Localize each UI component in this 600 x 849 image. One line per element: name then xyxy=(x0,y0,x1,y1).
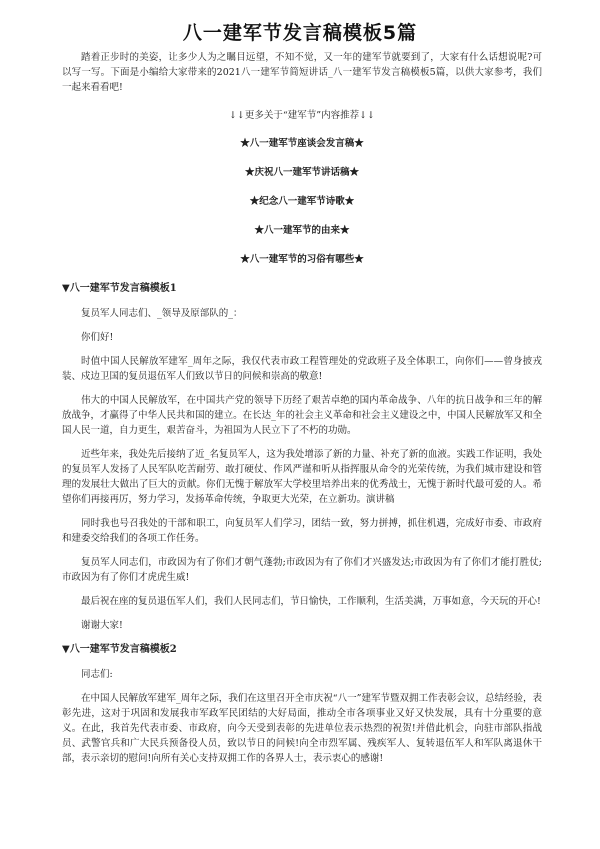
document-body xyxy=(62,50,542,775)
section-paragraph: 复员军人同志们、_领导及原部队的_： xyxy=(81,308,243,319)
recommended-link[interactable]: ★八一建军节的由来★ xyxy=(254,225,350,236)
intro-paragraph: 踏着正步时的美姿，让多少人为之瞩目远望，不知不觉，又一年的建军节就要到了，大家有什么话想说呢?可以写一写。下面是小编给大家带来的2021八一建军节简短讲话_八一建军节发言稿模板5篇，以供大家参考，我们一起来看看吧! xyxy=(62,52,542,93)
recommended-link[interactable]: ★纪念八一建军节诗歌★ xyxy=(249,196,355,207)
section-paragraph: 在中国人民解放军建军_周年之际，我们在这里召开全市庆祝“八一”建军节暨双拥工作表彰会议，总结经验，表彰先进，这对于巩固和发展我市军政军民团结的大好局面，推动全市各项事业又好又快发展，具有十分重要的意义。在此，我首先代表市委、市政府，向今天受到表彰的先进单位表示热烈的祝贺!并借此机会，向驻市部队指战员、武警官兵和广大民兵预备役人员，致以节日的问候!向全市烈军属、残疾军人、复转退伍军人和军队离退休干部，表示亲切的慰问!向所有关心支持双拥工作的各界人士，表示衷心的感谢! xyxy=(62,693,542,764)
more-recommendations-link[interactable]: ↓↓更多关于“建军节”内容推荐↓↓ xyxy=(228,110,376,121)
recommended-link[interactable]: ★八一建军节的习俗有哪些★ xyxy=(240,254,364,265)
recommended-link[interactable]: ★八一建军节座谈会发言稿★ xyxy=(240,138,364,149)
section-paragraph: 复员军人同志们，市政因为有了你们才朝气蓬勃;市政因为有了你们才兴盛发达;市政因为有了你们才能打胜仗;市政因为有了你们才虎虎生威! xyxy=(62,557,542,583)
section-paragraph: 最后祝在座的复员退伍军人们，我们人民同志们，节日愉快，工作顺利，生活美满，万事如意，今天玩的开心! xyxy=(81,596,541,607)
recommended-link[interactable]: ★庆祝八一建军节讲话稿★ xyxy=(244,167,359,178)
section-heading: ▼八一建军节发言稿模板1 xyxy=(62,283,177,294)
section-paragraph: 近些年来，我处先后接纳了近_名复员军人，这为我处增添了新的力量、补充了新的血液。实践工作证明，我处的复员军人发扬了人民军队吃苦耐劳、敢打硬仗、作风严谨和听从指挥服从命令的光荣传统，为我们城市建设和管理的发展壮大做出了巨大的贡献。你们无愧于解放军大学校里培养出来的优秀战士，无愧于新时代最可爱的人。希望你们再接再厉，努力学习，发扬革命传统，争取更大光荣，在立新功。演讲稿 xyxy=(62,449,542,505)
document-title: 八一建军节发言稿模板5篇 xyxy=(182,22,418,44)
section-paragraph: 伟大的中国人民解放军，在中国共产党的领导下历经了艰苦卓绝的国内革命战争、八年的抗日战争和三年的解放战争，才赢得了中华人民共和国的建立。在长达_年的社会主义革命和社会主义建设之中，中国人民解放军又和全国人民一道，自力更生，艰苦奋斗，为祖国为人民立下了不朽的功勋。 xyxy=(62,395,542,436)
section-paragraph: 你们好! xyxy=(81,332,114,343)
section-paragraph: 同志们: xyxy=(81,669,113,680)
section-paragraph: 谢谢大家! xyxy=(81,620,123,631)
section-paragraph: 同时我也号召我处的干部和职工，向复员军人们学习，团结一致，努力拼搏，抓住机遇，完成好市委、市政府和建委交给我们的各项工作任务。 xyxy=(62,518,542,544)
section-paragraph: 时值中国人民解放军建军_周年之际，我仅代表市政工程管理处的党政班子及全体职工，向你们——曾身披戎装、戍边卫国的复员退伍军人们致以节日的问候和崇高的敬意! xyxy=(62,356,542,382)
section-heading: ▼八一建军节发言稿模板2 xyxy=(62,644,177,655)
